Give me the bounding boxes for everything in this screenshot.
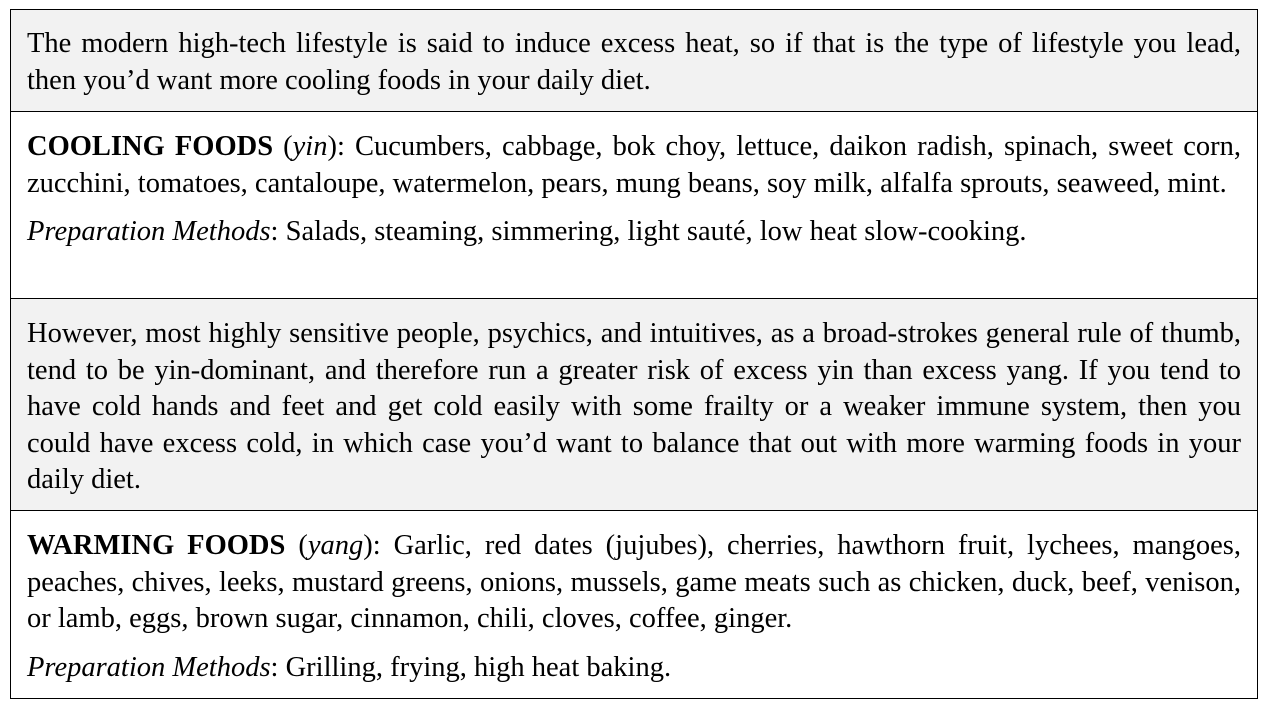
however-paragraph: However, most highly sensitive people, psychics, and intuitives, as a broad-strokes general rule of thumb, tend to be yin-dominant, and therefore run a greater risk of excess yin than excess yang. If you tend to have cold hands and feet and get cold easily with some frailty or a weaker immune system, then you could have excess cold, in which case you’d want to balance that out with more warming foods in your daily diet.	[27, 318, 1241, 495]
warming-methods-label: Preparation Methods	[27, 651, 271, 683]
cooling-methods-paragraph	[27, 214, 1241, 251]
food-table	[10, 9, 1258, 699]
warming-term: yang	[307, 530, 364, 561]
cooling-paren-close: ):	[327, 131, 355, 162]
warming-foods-list: Garlic, red dates (jujubes), cherries, hawthorn fruit, lychees, mangoes, peaches, chives, leeks, mustard greens, onions, mussels, game meats such as chicken, duck, beef, venison, or lamb, eggs, brown sugar, cinnamon, chili, cloves, coffee, ginger.	[27, 530, 1241, 634]
cooling-methods-label: Preparation Methods	[27, 216, 271, 247]
cooling-foods-row	[11, 112, 1257, 299]
warming-paren-open: (	[285, 530, 308, 561]
warming-methods-separator: :	[270, 651, 286, 683]
however-row	[11, 299, 1257, 511]
cooling-methods-list: Salads, steaming, simmering, light sauté, low heat slow-cooking.	[285, 216, 1027, 247]
intro-paragraph: The modern high-tech lifestyle is said to induce excess heat, so if that is the type of lifestyle you lead, then you’d want more cooling foods in your daily diet.	[27, 28, 1241, 96]
cooling-paren-open: (	[273, 131, 293, 162]
cooling-term: yin	[292, 131, 328, 162]
cooling-foods-paragraph	[27, 129, 1241, 202]
warming-foods-paragraph	[27, 528, 1241, 638]
intro-row	[11, 10, 1257, 112]
warming-methods-list: Grilling, frying, high heat baking.	[285, 651, 672, 683]
cooling-foods-list: Cucumbers, cabbage, bok choy, lettuce, daikon radish, spinach, sweet corn, zucchini, tomatoes, cantaloupe, watermelon, pears, mung beans, soy milk, alfalfa sprouts, seaweed, mint.	[27, 131, 1241, 199]
cooling-methods-separator: :	[270, 216, 286, 247]
warming-methods-paragraph	[27, 650, 1241, 687]
warming-paren-close: ):	[363, 530, 394, 561]
warming-foods-row	[11, 511, 1257, 698]
cooling-foods-heading: COOLING FOODS	[27, 131, 274, 162]
warming-foods-heading: WARMING FOODS	[27, 530, 286, 561]
